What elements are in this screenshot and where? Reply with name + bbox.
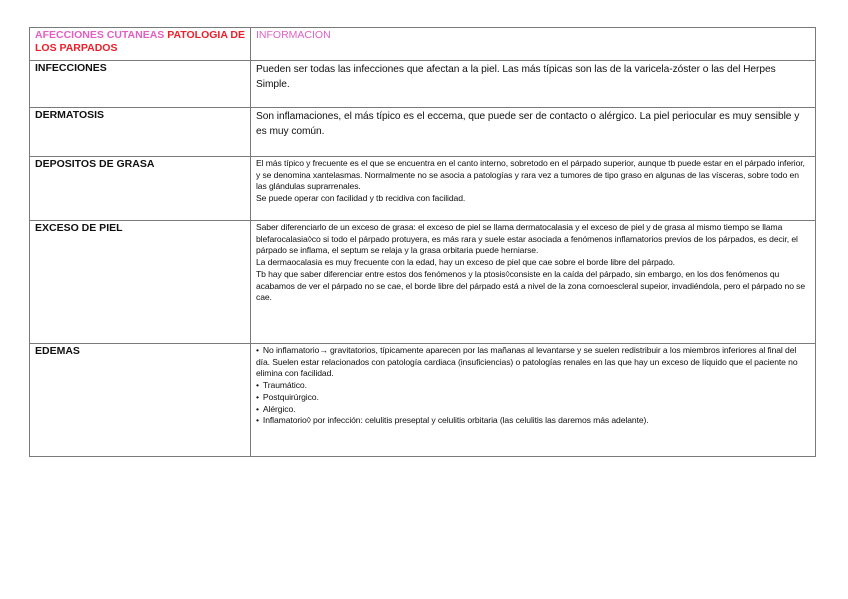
row-title-infecciones: INFECCIONES: [30, 61, 251, 108]
edemas-bullet-item: • Inflamatorio◊ por infección: celulitis preseptal y celulitis orbitaria (las celulitis las daremos más adelante).: [256, 415, 810, 427]
header-category-cell: [30, 28, 251, 61]
header-afecciones-label: AFECCIONES CUTANEAS: [35, 29, 165, 41]
pathology-table: [29, 27, 816, 457]
exceso-paragraph: Tb hay que saber diferenciar entre estos dos fenómenos y la ptosis◊consiste en la caída del párpado, sin embargo, en los dos fenómenos qu acabamos de ver el párpado no se cae, el borde libre del párpado está a nivel de la zona cornoescleral supeior, invadiéndola, pero el párpado no se cae.: [256, 268, 806, 303]
edemas-bullet-item: • No inflamatorio→ gravitatorios, típicamente aparecen por las mañanas al levantarse y se suelen redistribuir a los miembros inferiores al final del día. Suelen estar relacionados con patología cardiaca (insuficiencias) o patologías renales en las que hay un exceso de líquido que el paciente no elimina con facilidad.: [256, 345, 810, 380]
edemas-bullet-list: [256, 345, 810, 427]
depositos-paragraph: El más típico y frecuente es el que se encuentra en el canto interno, sobretodo en el párpado superior, aunque tb puede estar en el párpado inferior, y se denomina xantelasmas. Normalmente no se asocia a patologías y rara vez a tumores de tipo graso en algunas de las vísceras, sobre todo en las glándulas suprarrenales.: [256, 158, 805, 192]
edemas-bullet-item: • Traumático.: [256, 380, 810, 392]
row-text-dermatosis: Son inflamaciones, el más típico es el eccema, que puede ser de contacto o alérgico. La piel periocular es muy sensible y es muy común.: [251, 108, 816, 157]
header-informacion-label: INFORMACION: [256, 29, 331, 41]
table-row-exceso: [30, 221, 816, 344]
row-title-exceso: EXCESO DE PIEL: [30, 221, 251, 344]
row-text-depositos: [251, 157, 816, 221]
row-text-edemas: [251, 344, 816, 457]
table-header-row: [30, 28, 816, 61]
row-title-depositos: DEPOSITOS DE GRASA: [30, 157, 251, 221]
row-text-infecciones: Pueden ser todas las infecciones que afectan a la piel. Las más típicas son las de la varicela-zóster o las del Herpes Simple.: [251, 61, 816, 108]
table-row-infecciones: [30, 61, 816, 108]
header-patologia-label: PATOLOGIA DE LOS PARPADOS: [35, 29, 246, 54]
table-row-dermatosis: [30, 108, 816, 157]
table-row-edemas: [30, 344, 816, 457]
row-title-edemas: EDEMAS: [30, 344, 251, 457]
exceso-paragraph: La dermaocalasia es muy frecuente con la edad, hay un exceso de piel que cae sobre el borde libre del párpado.: [256, 257, 675, 268]
edemas-bullet-item: • Alérgico.: [256, 404, 810, 416]
edemas-bullet-item: • Postquirúrgico.: [256, 392, 810, 404]
table-row-depositos: [30, 157, 816, 221]
exceso-paragraph: Saber diferenciarlo de un exceso de grasa: el exceso de piel se llama dermatocalasia y el exceso de piel y de grasa al mismo tiempo se llama blefarocalasia◊co si todo el párpado protuyera, es más rara y suele estar asociada a fenómenos inflamatorios previos de los párpados, es decir, el párpado se inflama, el septum se relaja y la grasa orbitaria puede herniarse.: [256, 222, 798, 256]
header-info-cell: [251, 28, 816, 61]
depositos-paragraph: Se puede operar con facilidad y tb recidiva con facilidad.: [256, 193, 466, 204]
row-title-dermatosis: DERMATOSIS: [30, 108, 251, 157]
row-text-exceso: [251, 221, 816, 344]
